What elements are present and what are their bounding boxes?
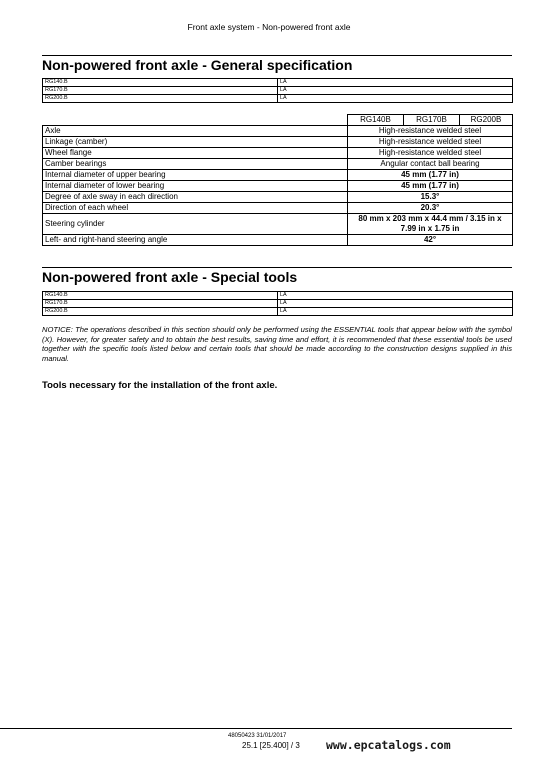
spec-row <box>43 181 513 192</box>
footer-rule <box>0 728 512 729</box>
general-spec-table <box>42 114 513 246</box>
column-header: RG140B <box>348 115 404 126</box>
model-cell: RG200.B <box>43 308 278 316</box>
spec-row <box>43 137 513 148</box>
spec-label: Steering cylinder <box>43 214 348 235</box>
column-header: RG200B <box>460 115 513 126</box>
applicability-row <box>43 95 513 103</box>
special-tools-title: Non-powered front axle - Special tools <box>42 269 298 285</box>
spec-header-row <box>43 115 513 126</box>
applicability-row <box>43 308 513 316</box>
notice-text: NOTICE: The operations described in this section should only be performed using the ESSENTIAL tools that appear below with the symbol (X). However, for greater safety and to obtain the best results, saving time and effort, it is recommended that these essential tools be used together with the specific tools listed below and certain tools that should be made according to the construction designs supplied in this manual. <box>42 325 512 363</box>
column-header: RG170B <box>404 115 460 126</box>
spec-row <box>43 203 513 214</box>
section-rule <box>42 55 512 56</box>
code-cell: LA <box>278 308 513 316</box>
spec-row <box>43 148 513 159</box>
spec-value: 42° <box>348 235 513 246</box>
spec-label: Internal diameter of lower bearing <box>43 181 348 192</box>
spec-label: Left- and right-hand steering angle <box>43 235 348 246</box>
spec-value: High-resistance welded steel <box>348 126 513 137</box>
spec-value: High-resistance welded steel <box>348 148 513 159</box>
spec-value: 45 mm (1.77 in) <box>348 170 513 181</box>
general-spec-title: Non-powered front axle - General specification <box>42 57 353 73</box>
model-cell: RG170.B <box>43 300 278 308</box>
spec-value: Angular contact ball bearing <box>348 159 513 170</box>
footer-website-link[interactable]: www.epcatalogs.com <box>326 738 451 752</box>
spec-label: Axle <box>43 126 348 137</box>
spec-value: 80 mm x 203 mm x 44.4 mm / 3.15 in x 7.99 in x 1.75 in <box>348 214 513 235</box>
spec-value: High-resistance welded steel <box>348 137 513 148</box>
code-cell: LA <box>278 292 513 300</box>
section-rule <box>42 267 512 268</box>
spec-label: Direction of each wheel <box>43 203 348 214</box>
tools-applicability-table <box>42 291 513 316</box>
model-cell: RG140.B <box>43 79 278 87</box>
code-cell: LA <box>278 87 513 95</box>
footer-page-number: 25.1 [25.400] / 3 <box>242 741 300 750</box>
spec-value: 45 mm (1.77 in) <box>348 181 513 192</box>
page-header: Front axle system - Non-powered front axle <box>187 22 351 32</box>
spec-label: Degree of axle sway in each direction <box>43 192 348 203</box>
spec-label: Wheel flange <box>43 148 348 159</box>
spec-value: 20.3° <box>348 203 513 214</box>
applicability-row <box>43 87 513 95</box>
general-applicability-table <box>42 78 513 103</box>
spec-label: Camber bearings <box>43 159 348 170</box>
model-cell: RG170.B <box>43 87 278 95</box>
spec-row <box>43 159 513 170</box>
spec-row <box>43 170 513 181</box>
spec-row <box>43 192 513 203</box>
model-cell: RG140.B <box>43 292 278 300</box>
applicability-row <box>43 292 513 300</box>
applicability-row <box>43 300 513 308</box>
applicability-row <box>43 79 513 87</box>
footer-doc-id: 48050423 31/01/2017 <box>228 733 287 739</box>
code-cell: LA <box>278 95 513 103</box>
spec-value: 15.3° <box>348 192 513 203</box>
spec-label: Linkage (camber) <box>43 137 348 148</box>
model-cell: RG200.B <box>43 95 278 103</box>
code-cell: LA <box>278 79 513 87</box>
spec-row <box>43 126 513 137</box>
spec-header-empty <box>43 115 348 126</box>
spec-row <box>43 214 513 235</box>
code-cell: LA <box>278 300 513 308</box>
spec-label: Internal diameter of upper bearing <box>43 170 348 181</box>
tools-heading: Tools necessary for the installation of the front axle. <box>42 380 278 391</box>
spec-row <box>43 235 513 246</box>
